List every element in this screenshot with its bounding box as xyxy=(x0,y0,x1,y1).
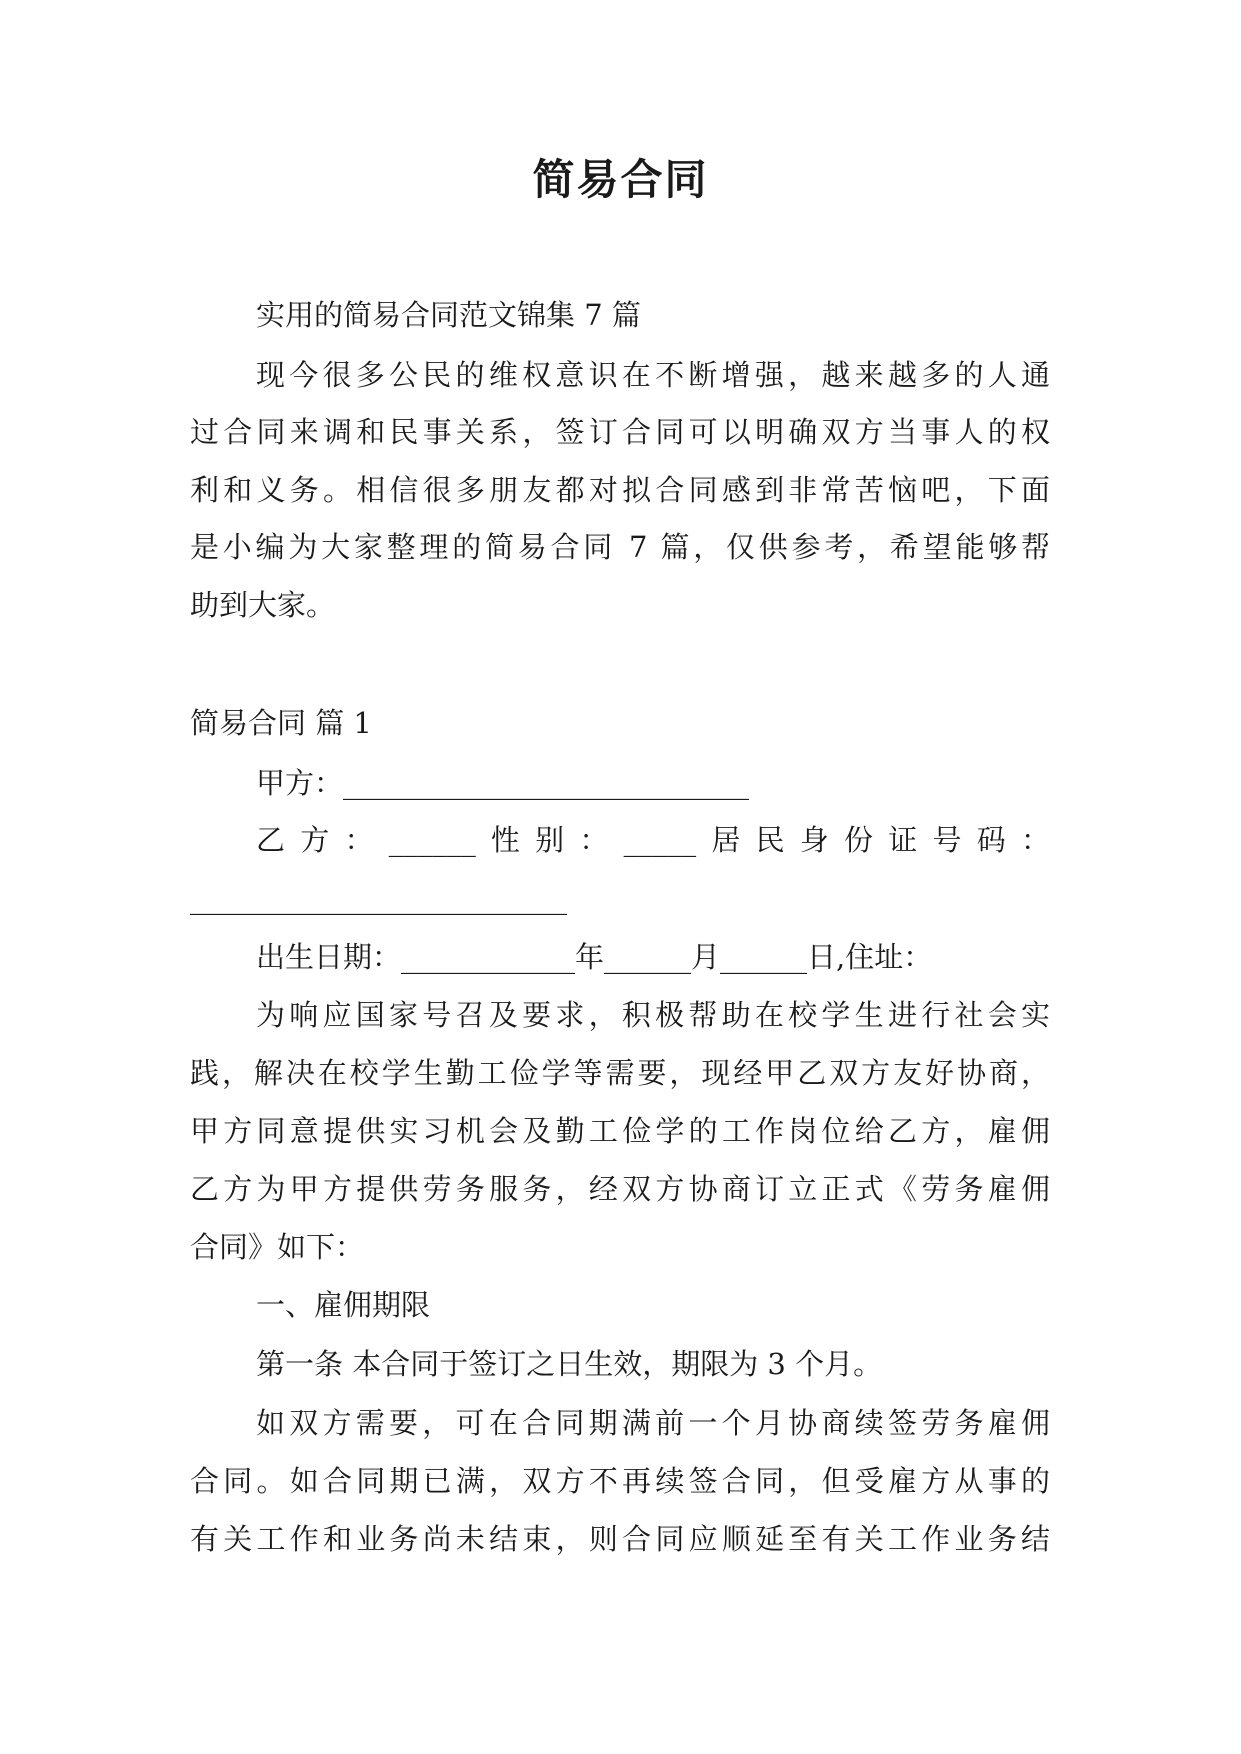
renewal-line-3: 有关工作和业务尚未结束，则合同应顺延至有关工作业务结 xyxy=(190,1522,1050,1556)
body-line-5: 合同》如下： xyxy=(190,1230,365,1264)
intro-line-2: 过合同来调和民事关系，签订合同可以明确双方当事人的权 xyxy=(190,415,1050,449)
section-heading: 简易合同 篇 1 xyxy=(190,706,372,740)
birth-date-line: 出生日期：____________年______月______日,住址： xyxy=(256,940,933,974)
body-line-1: 为响应国家号召及要求，积极帮助在校学生进行社会实 xyxy=(256,998,1050,1032)
article-one: 第一条 本合同于签订之日生效，期限为 3 个月。 xyxy=(256,1347,883,1381)
id-number-blank: __________________________ xyxy=(190,881,567,915)
intro-line-4: 是小编为大家整理的简易合同 7 篇，仅供参考，希望能够帮 xyxy=(190,530,1050,564)
renewal-line-2: 合同。如合同期已满，双方不再续签合同，但受雇方从事的 xyxy=(190,1464,1050,1498)
body-line-3: 甲方同意提供实习机会及勤工俭学的工作岗位给乙方，雇佣 xyxy=(190,1114,1050,1148)
body-line-4: 乙方为甲方提供劳务服务，经双方协商订立正式《劳务雇佣 xyxy=(190,1172,1050,1206)
intro-line-3: 利和义务。相信很多朋友都对拟合同感到非常苦恼吧，下面 xyxy=(190,473,1050,507)
document-title: 简易合同 xyxy=(532,155,709,204)
intro-line-1: 现今很多公民的维权意识在不断增强，越来越多的人通 xyxy=(256,358,1050,392)
clause-heading: 一、雇佣期限 xyxy=(256,1288,431,1322)
party-b-line: 乙方：______性别：_____居民身份证号码： xyxy=(256,823,1050,857)
party-a-line: 甲方：____________________________ xyxy=(256,766,750,800)
renewal-line-1: 如双方需要，可在合同期满前一个月协商续签劳务雇佣 xyxy=(256,1406,1050,1440)
intro-line-5: 助到大家。 xyxy=(190,588,336,622)
body-line-2: 践，解决在校学生勤工俭学等需要，现经甲乙双方友好协商， xyxy=(190,1056,1050,1090)
subtitle-line: 实用的简易合同范文锦集 7 篇 xyxy=(256,298,641,332)
